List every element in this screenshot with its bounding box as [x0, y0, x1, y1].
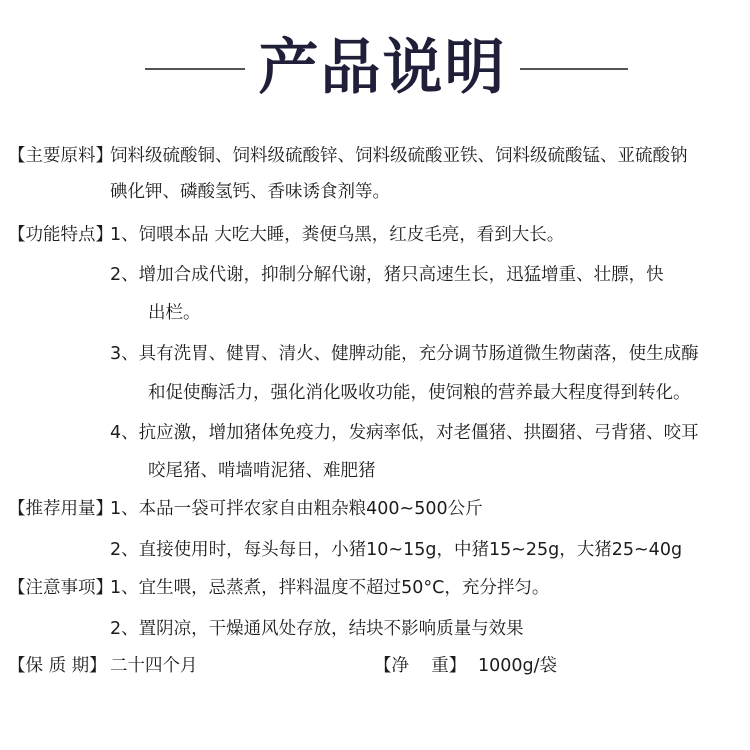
title-divider-left [145, 68, 245, 70]
features-line-7: 咬尾猪、啃墙啃泥猪、难肥猪 [148, 461, 376, 481]
page-title: 产品说明 [258, 33, 507, 103]
shelf-life-label: 【保 质 期】 [8, 656, 107, 676]
features-line-4: 3、具有洗胃、健胃、清火、健脾动能，充分调节肠道微生物菌落，使生成酶 [110, 344, 699, 364]
features-line-1: 1、饲喂本品 大吃大睡，粪便乌黑，红皮毛亮，看到大长。 [110, 225, 565, 245]
features-line-5: 和促使酶活力，强化消化吸收功能，使饲粮的营养最大程度得到转化。 [148, 383, 691, 403]
header [0, 28, 750, 108]
features-line-6: 4、抗应激，增加猪体免疫力，发病率低，对老僵猪、拱圈猪、弓背猪、咬耳 [110, 423, 699, 443]
features-line-3: 出栏。 [148, 303, 201, 323]
net-weight-label: 【净 重】 [374, 656, 467, 676]
ingredients-line-1: 饲料级硫酸铜、饲料级硫酸锌、饲料级硫酸亚铁、饲料级硫酸锰、亚硫酸钠 [110, 146, 688, 166]
dosage-label: 【推荐用量】 [8, 499, 113, 519]
notes-line-2: 2、置阴凉，干燥通风处存放，结块不影响质量与效果 [110, 619, 524, 639]
ingredients-label: 【主要原料】 [8, 146, 113, 166]
dosage-line-1: 1、本品一袋可拌农家自由粗杂粮400~500公斤 [110, 499, 483, 519]
notes-label: 【注意事项】 [8, 578, 113, 598]
notes-line-1: 1、宜生喂，忌蒸煮，拌料温度不超过50°C，充分拌匀。 [110, 578, 550, 598]
features-line-2: 2、增加合成代谢，抑制分解代谢，猪只高速生长，迅猛增重、壮膘，快 [110, 265, 664, 285]
net-weight-value: 1000g/袋 [478, 656, 558, 676]
features-label: 【功能特点】 [8, 225, 113, 245]
dosage-line-2: 2、直接使用时，每头每日，小猪10~15g，中猪15~25g，大猪25~40g [110, 540, 683, 560]
title-divider-right [520, 68, 628, 70]
shelf-life-value: 二十四个月 [110, 656, 198, 676]
ingredients-line-2: 碘化钾、磷酸氢钙、香味诱食剂等。 [110, 182, 390, 202]
